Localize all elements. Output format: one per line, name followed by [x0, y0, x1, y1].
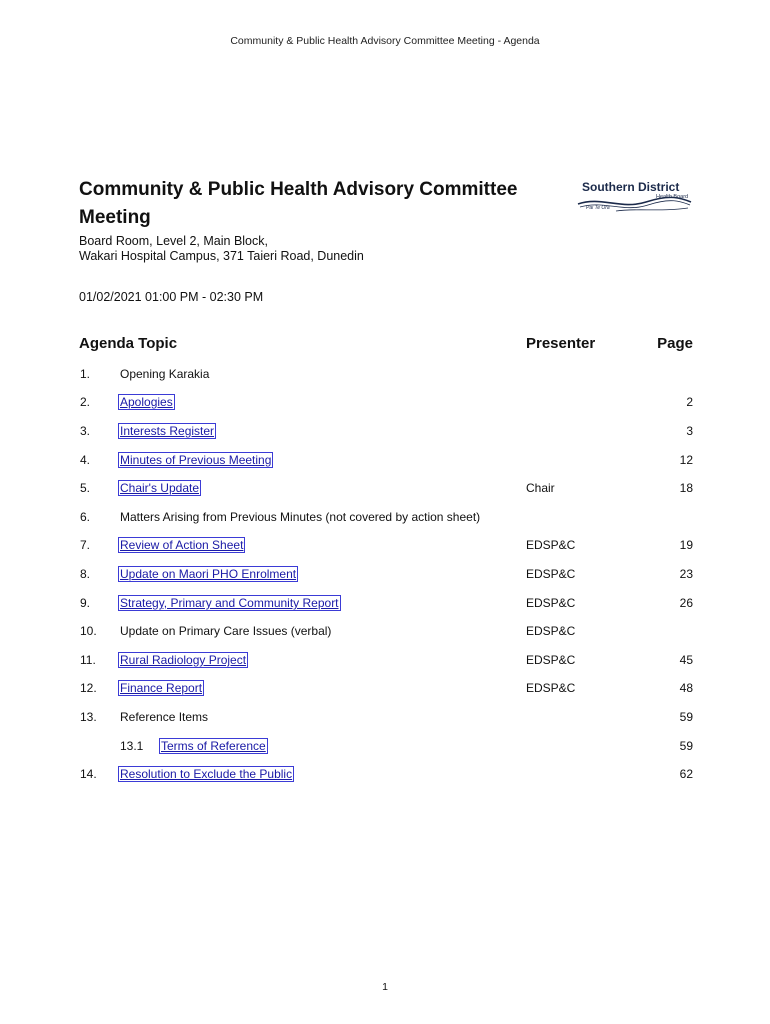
agenda-number: 4.: [80, 453, 91, 467]
column-header-topic: Agenda Topic: [79, 335, 178, 352]
agenda-topic: Reference Items: [120, 710, 209, 724]
agenda-page: 48: [679, 681, 693, 695]
agenda-page: 3: [686, 424, 693, 438]
agenda-page: 12: [679, 453, 693, 467]
svg-text:Health Board: Health Board: [656, 194, 689, 200]
svg-text:Pai Te Ora: Pai Te Ora: [586, 205, 610, 211]
agenda-row: [0, 510, 770, 528]
agenda-topic: Update on Primary Care Issues (verbal): [120, 624, 332, 638]
agenda-row: [0, 538, 770, 556]
page-title-line1: Community & Public Health Advisory Committee: [79, 179, 518, 200]
agenda-link-exclude-public[interactable]: Resolution to Exclude the Public: [120, 767, 293, 781]
agenda-subrow: [0, 739, 770, 757]
svg-text:Southern District: Southern District: [582, 180, 680, 194]
agenda-row: [0, 624, 770, 642]
agenda-link-apologies[interactable]: Apologies: [120, 395, 173, 409]
agenda-link-rural-radiology[interactable]: Rural Radiology Project: [120, 653, 247, 667]
agenda-presenter: EDSP&C: [526, 681, 576, 695]
agenda-page: 59: [679, 739, 693, 753]
location-line2: Wakari Hospital Campus, 371 Taieri Road, Dunedin: [79, 249, 364, 263]
agenda-link-interests-register[interactable]: Interests Register: [120, 424, 215, 438]
agenda-row: [0, 710, 770, 728]
agenda-page: 26: [679, 596, 693, 610]
running-header: Community & Public Health Advisory Committee Meeting - Agenda: [230, 35, 540, 47]
location-line1: Board Room, Level 2, Main Block,: [79, 234, 268, 248]
agenda-page: 59: [679, 710, 693, 724]
agenda-page: 2: [686, 395, 693, 409]
page-title: [79, 176, 569, 232]
agenda-page: 62: [679, 767, 693, 781]
agenda-row: [0, 767, 770, 785]
agenda-row: [0, 653, 770, 671]
page-title-line2: Meeting: [79, 207, 151, 228]
agenda-number: 7.: [80, 538, 91, 552]
agenda-number: 13.: [80, 710, 97, 724]
agenda-page: 18: [679, 481, 693, 495]
organisation-logo: [576, 178, 694, 216]
column-header-page: Page: [657, 335, 693, 352]
agenda-topic: Matters Arising from Previous Minutes (not covered by action sheet): [120, 510, 481, 524]
agenda-link-minutes[interactable]: Minutes of Previous Meeting: [120, 453, 272, 467]
column-header-presenter: Presenter: [526, 335, 596, 352]
agenda-number: 13.1: [120, 739, 144, 753]
agenda-row: [0, 395, 770, 413]
agenda-number: 11.: [80, 653, 96, 667]
agenda-link-strategy-report[interactable]: Strategy, Primary and Community Report: [120, 596, 339, 610]
agenda-link-chairs-update[interactable]: Chair's Update: [120, 481, 199, 495]
agenda-row: [0, 596, 770, 614]
agenda-row: [0, 567, 770, 585]
agenda-page: 19: [679, 538, 693, 552]
agenda-presenter: Chair: [526, 481, 555, 495]
agenda-page: 45: [679, 653, 693, 667]
agenda-number: 3.: [80, 424, 91, 438]
agenda-link-action-sheet[interactable]: Review of Action Sheet: [120, 538, 244, 552]
agenda-number: 10.: [80, 624, 97, 638]
agenda-number: 14.: [80, 767, 97, 781]
page-number: 1: [382, 981, 388, 993]
agenda-row: [0, 424, 770, 442]
agenda-number: 12.: [80, 681, 97, 695]
agenda-row: [0, 453, 770, 471]
agenda-row: [0, 367, 770, 385]
agenda-row: [0, 681, 770, 699]
agenda-number: 6.: [80, 510, 91, 524]
agenda-presenter: EDSP&C: [526, 653, 576, 667]
agenda-row: [0, 481, 770, 499]
agenda-presenter: EDSP&C: [526, 596, 576, 610]
agenda-presenter: EDSP&C: [526, 538, 576, 552]
agenda-number: 2.: [80, 395, 91, 409]
agenda-number: 9.: [80, 596, 91, 610]
agenda-number: 1.: [80, 367, 91, 381]
agenda-topic: Opening Karakia: [120, 367, 210, 381]
meeting-location: [79, 234, 364, 264]
agenda-presenter: EDSP&C: [526, 624, 576, 638]
agenda-link-maori-pho[interactable]: Update on Maori PHO Enrolment: [120, 567, 297, 581]
meeting-datetime: 01/02/2021 01:00 PM - 02:30 PM: [79, 290, 264, 304]
agenda-page: 23: [679, 567, 693, 581]
agenda-number: 5.: [80, 481, 91, 495]
agenda-link-finance-report[interactable]: Finance Report: [120, 681, 203, 695]
agenda-link-terms-of-reference[interactable]: Terms of Reference: [161, 739, 266, 753]
agenda-presenter: EDSP&C: [526, 567, 576, 581]
agenda-number: 8.: [80, 567, 91, 581]
